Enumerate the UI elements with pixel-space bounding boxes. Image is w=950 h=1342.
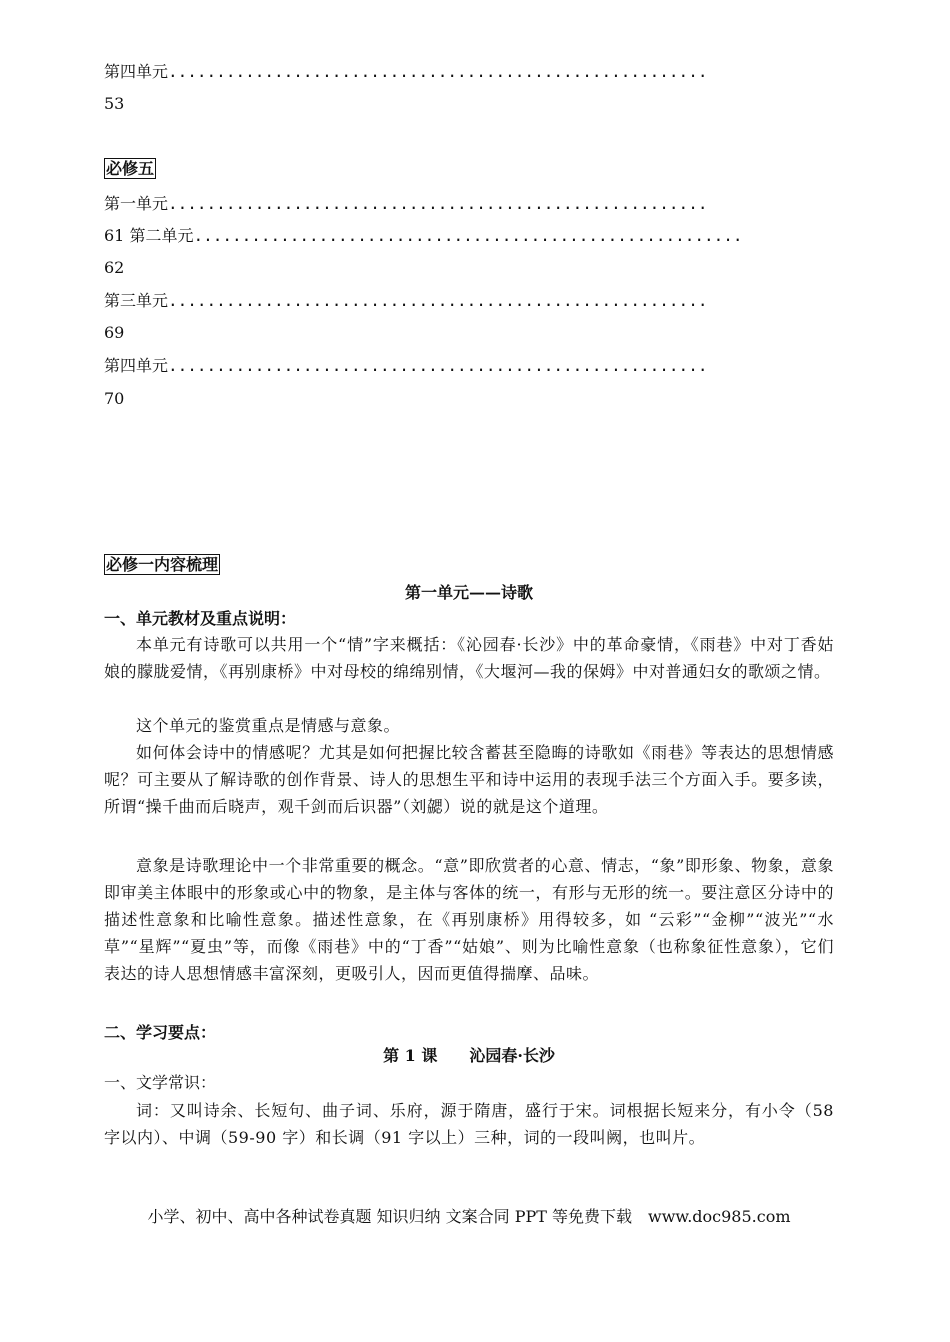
toc-page-number: 70 [104,389,125,408]
paragraph-5: 词：又叫诗余、长短句、曲子词、乐府，源于隋唐，盛行于宋。词根据长短来分，有小令（58 字以内）、中调（59-90 字）和长调（91 字以上）三种，词的一段叫阙，也叫片。 [104,1101,834,1147]
toc-page-number: 53 [104,94,125,113]
toc-page-number: 62 [104,258,125,277]
part2-heading: 二、学习要点： [104,1023,217,1042]
paragraph-2: 这个单元的鉴赏重点是情感与意象。 [136,716,401,735]
toc-page-number: 69 [104,323,125,342]
paragraph-4: 意象是诗歌理论中一个非常重要的概念。“意”即欣赏者的心意、情志，“象”即形象、物象，意象即审美主体眼中的形象或心中的物象，是主体与客体的统一，有形与无形的统一。要注意区分诗中的描述性意象和比喻性意象。描述性意象，在《再别康桥》用得较多，如 “云彩”“金柳”“波光”“水草”“星辉”“夏虫”等，而像《雨巷》中的“丁香”“姑娘”、则为比喻性意象（也称象征性意象），它们表达的诗人思想情感丰富深刻，更吸引人，因而更值得揣摩、品味。 [104,856,834,983]
toc-entry-unit4 [104,356,707,376]
toc-label: 第四单元 [104,62,169,81]
bixiu5-heading-wrap [104,159,156,179]
toc-leader-dots: ........................................................ [168,194,708,213]
page-footer: 小学、初中、高中各种试卷真题 知识归纳 文案合同 PPT 等免费下载 www.doc985.com [147,1207,791,1226]
bixiu5-heading: 必修五 [106,159,155,178]
toc-label: 第一单元 [104,194,169,213]
lesson-title: 第 1 课 沁园春·长沙 [383,1046,555,1065]
toc-leader-dots: ........................................................ [168,62,708,81]
part1-heading: 一、单元教材及重点说明： [104,609,297,628]
toc-entry-unit3 [104,291,707,311]
sub1-heading: 一、文学常识： [104,1073,217,1092]
toc-leader-dots: ........................................................ [168,356,708,375]
toc-entry-unit2 [104,226,743,246]
toc-label: 第四单元 [104,356,169,375]
toc-entry-unit4 [104,62,707,82]
section-heading-wrap [104,555,220,575]
toc-leader-dots: ........................................................ [168,291,708,310]
toc-label: 第三单元 [104,291,169,310]
toc-leader-dots: ......................................................... [193,226,743,245]
unit-title: 第一单元——诗歌 [404,583,533,602]
toc-entry-unit1 [104,194,707,214]
section-heading: 必修一内容梳理 [106,555,219,574]
paragraph-3: 如何体会诗中的情感呢？尤其是如何把握比较含蓄甚至隐晦的诗歌如《雨巷》等表达的思想情感呢？可主要从了解诗歌的创作背景、诗人的思想生平和诗中运用的表现手法三个方面入手。要多读，所谓“操千曲而后晓声，观千剑而后识器”（刘勰）说的就是这个道理。 [104,743,834,816]
toc-label: 61 第二单元 [104,226,194,245]
paragraph-1: 本单元有诗歌可以共用一个“情”字来概括：《沁园春·长沙》中的革命豪情，《雨巷》中对丁香姑娘的朦胧爱情，《再别康桥》中对母校的绵绵别情，《大堰河—我的保姆》中对普通妇女的歌颂之情。 [104,635,834,681]
